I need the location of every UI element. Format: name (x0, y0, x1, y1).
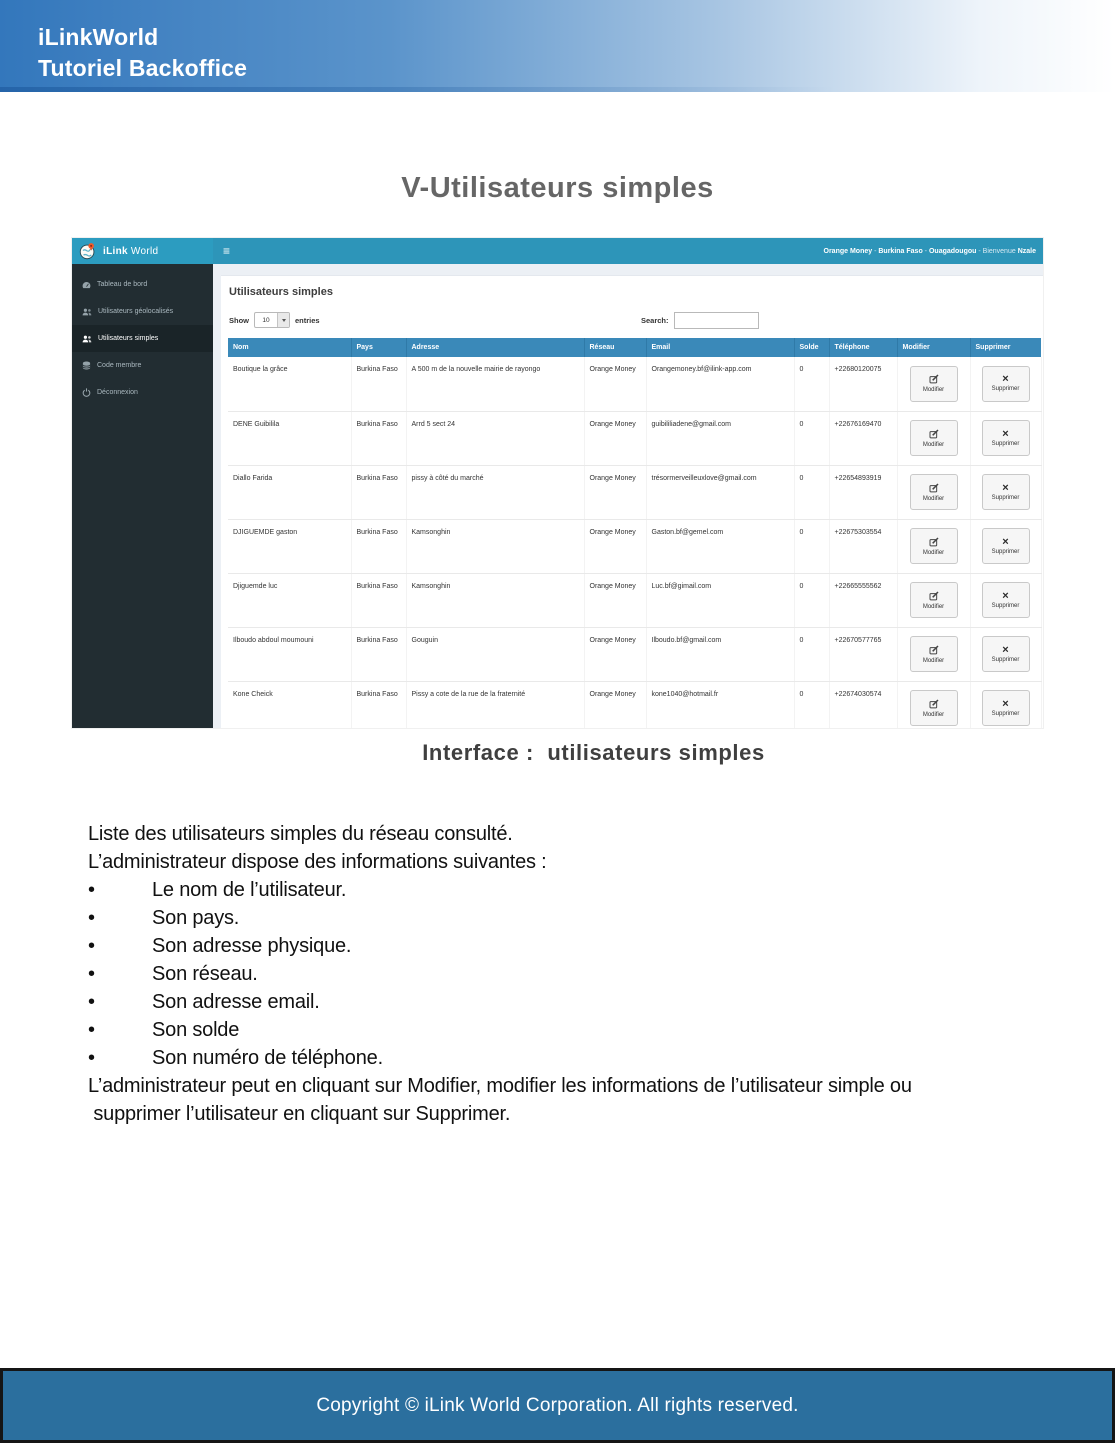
edit-icon (929, 699, 939, 709)
delete-button[interactable] (982, 690, 1030, 726)
edit-icon (929, 537, 939, 547)
content-card (221, 275, 1043, 728)
cell-solde: 0 (794, 627, 829, 681)
sidebar (72, 264, 213, 728)
bullet-icon: • (88, 935, 95, 957)
table-controls (228, 312, 1042, 332)
cell-modifier (897, 411, 970, 465)
outro-line: L’administrateur peut en cliquant sur Modifier, modifier les informations de l’utilisateur simple ou (88, 1075, 912, 1097)
content-heading: Utilisateurs simples (229, 286, 333, 298)
modify-button-label: Modifier (922, 441, 945, 448)
bullet-text: Le nom de l’utilisateur. (152, 879, 347, 901)
x-icon: × (1002, 697, 1009, 710)
cell-email: Orangemoney.bf@ilink-app.com (646, 357, 794, 411)
power-icon (82, 388, 91, 397)
chevron-down-icon (277, 313, 289, 327)
cell-adresse: Kamsonghin (406, 519, 584, 573)
cell-nom: Ilboudo abdoul moumouni (228, 627, 351, 681)
bullet-icon: • (88, 963, 95, 985)
hamburger-icon[interactable]: ≡ (223, 244, 231, 258)
table-row (228, 573, 1041, 627)
cell-email: kone1040@hotmail.fr (646, 681, 794, 728)
cell-reseau: Orange Money (584, 519, 646, 573)
users-icon (82, 308, 92, 316)
sidebar-item-label: Tableau de bord (97, 281, 148, 288)
dashboard-icon (82, 281, 91, 289)
entries-label: entries (295, 315, 320, 325)
cell-solde: 0 (794, 573, 829, 627)
cell-supprimer (970, 627, 1041, 681)
bullet-icon: • (88, 879, 95, 901)
header-adresse[interactable]: Adresse (406, 338, 584, 357)
x-icon: × (1002, 589, 1009, 602)
cell-modifier (897, 681, 970, 728)
cell-pays: Burkina Faso (351, 681, 406, 728)
cell-solde: 0 (794, 411, 829, 465)
cell-nom: Boutique la grâce (228, 357, 351, 411)
delete-button[interactable] (982, 528, 1030, 564)
cell-supprimer (970, 573, 1041, 627)
cell-modifier (897, 465, 970, 519)
modify-button[interactable] (910, 528, 958, 564)
cell-supprimer (970, 519, 1041, 573)
delete-button-label: Supprimer (991, 386, 1020, 393)
search-control (641, 312, 759, 329)
modify-button-label: Modifier (922, 387, 945, 394)
backoffice-screenshot (72, 238, 1043, 728)
cell-nom: DENE Guibilila (228, 411, 351, 465)
banner-subtitle: Tutoriel Backoffice (38, 55, 248, 81)
bullet-item (88, 988, 1083, 1016)
sidebar-item-dashboard[interactable] (72, 271, 213, 298)
header-modifier[interactable]: Modifier (897, 338, 970, 357)
header-telephone[interactable]: Téléphone (829, 338, 897, 357)
cell-adresse: Pissy a cote de la rue de la fraternité (406, 681, 584, 728)
delete-button[interactable] (982, 366, 1030, 402)
modify-button[interactable] (910, 420, 958, 456)
status-city: Ouagadougou (928, 247, 977, 255)
banner-title: iLinkWorld (38, 24, 159, 50)
modify-button[interactable] (910, 366, 958, 402)
edit-icon (929, 645, 939, 655)
delete-button[interactable] (982, 582, 1030, 618)
cell-nom: DJIGUEMDE gaston (228, 519, 351, 573)
modify-button-label: Modifier (922, 495, 945, 502)
table-row (228, 627, 1041, 681)
cell-telephone: +22665555562 (829, 573, 897, 627)
cell-telephone: +22675303554 (829, 519, 897, 573)
cell-pays: Burkina Faso (351, 627, 406, 681)
table-row (228, 519, 1041, 573)
sidebar-item-geo-users[interactable] (72, 298, 213, 325)
cell-telephone: +22676169470 (829, 411, 897, 465)
cell-modifier (897, 573, 970, 627)
search-label: Search: (641, 316, 669, 325)
header-reseau[interactable]: Réseau (584, 338, 646, 357)
show-label: Show (229, 315, 249, 325)
separator: - (922, 247, 929, 255)
sidebar-item-logout[interactable] (72, 379, 213, 406)
header-solde[interactable]: Solde (794, 338, 829, 357)
brand-name (103, 246, 158, 257)
delete-button[interactable] (982, 420, 1030, 456)
cell-supprimer (970, 465, 1041, 519)
cell-reseau: Orange Money (584, 573, 646, 627)
copyright-text: Copyright © iLink World Corporation. All rights reserved. (316, 1394, 799, 1416)
table-row (228, 681, 1041, 728)
cell-supprimer (970, 681, 1041, 728)
bullet-item (88, 960, 1083, 988)
cell-nom: Djiguemde luc (228, 573, 351, 627)
bullet-icon: • (88, 991, 95, 1013)
brand[interactable] (72, 238, 213, 264)
table-row (228, 357, 1041, 411)
cell-reseau: Orange Money (584, 681, 646, 728)
cell-email: guibililiadene@gmail.com (646, 411, 794, 465)
cell-modifier (897, 627, 970, 681)
cell-adresse: A 500 m de la nouvelle mairie de rayongo (406, 357, 584, 411)
cell-telephone: +22680120075 (829, 357, 897, 411)
x-icon: × (1002, 481, 1009, 494)
cell-solde: 0 (794, 465, 829, 519)
cell-modifier (897, 357, 970, 411)
users-table (228, 338, 1042, 728)
status-greeting: Bienvenue (982, 247, 1016, 255)
cell-pays: Burkina Faso (351, 519, 406, 573)
status-username: Nzale (1017, 247, 1036, 255)
delete-button-label: Supprimer (991, 656, 1020, 663)
header-nom[interactable]: Nom (228, 338, 351, 357)
bullet-text: Son adresse physique. (152, 935, 352, 957)
delete-button-label: Supprimer (991, 440, 1020, 447)
table-row (228, 465, 1041, 519)
header-pays[interactable]: Pays (351, 338, 406, 357)
page-title: V-Utilisateurs simples (401, 172, 714, 204)
bullet-item (88, 932, 1083, 960)
brand-name-bold: iLink (103, 245, 128, 257)
show-entries-control (229, 312, 320, 328)
bullet-item (88, 1044, 1083, 1072)
cell-supprimer (970, 411, 1041, 465)
modify-button[interactable] (910, 690, 958, 726)
modify-button-label: Modifier (922, 603, 945, 610)
cell-telephone: +22674030574 (829, 681, 897, 728)
edit-icon (929, 483, 939, 493)
x-icon: × (1002, 643, 1009, 656)
outro-line: supprimer l’utilisateur en cliquant sur Supprimer. (88, 1103, 511, 1125)
cell-solde: 0 (794, 357, 829, 411)
bullet-text: Son solde (152, 1019, 240, 1041)
bullet-icon: • (88, 1047, 95, 1069)
x-icon: × (1002, 535, 1009, 548)
cell-email: Gaston.bf@gemel.com (646, 519, 794, 573)
modify-button[interactable] (910, 582, 958, 618)
cell-nom: Kone Cheick (228, 681, 351, 728)
edit-icon (929, 429, 939, 439)
table-row (228, 411, 1041, 465)
cell-supprimer (970, 357, 1041, 411)
cell-pays: Burkina Faso (351, 465, 406, 519)
modify-button-label: Modifier (922, 657, 945, 664)
modify-button[interactable] (910, 474, 958, 510)
delete-button-label: Supprimer (991, 548, 1020, 555)
app-navbar (72, 238, 1043, 264)
cell-modifier (897, 519, 970, 573)
cell-solde: 0 (794, 681, 829, 728)
cell-telephone: +22670577765 (829, 627, 897, 681)
entries-select-value: 10 (262, 316, 270, 324)
banner-text (38, 22, 247, 84)
status-country: Burkina Faso (878, 247, 923, 255)
sidebar-item-label: Utilisateurs géolocalisés (98, 308, 174, 315)
entries-select[interactable] (254, 312, 290, 328)
cell-pays: Burkina Faso (351, 573, 406, 627)
cell-email: Ilboudo.bf@gmail.com (646, 627, 794, 681)
navbar-status (824, 248, 1036, 255)
intro-line: L’administrateur dispose des informations suivantes : (88, 851, 547, 873)
sidebar-item-simple-users[interactable] (72, 325, 213, 352)
modify-button-label: Modifier (922, 711, 945, 718)
cell-solde: 0 (794, 519, 829, 573)
delete-button[interactable] (982, 474, 1030, 510)
delete-button-label: Supprimer (991, 710, 1020, 717)
bullet-item (88, 876, 1083, 904)
cell-nom: Diallo Farida (228, 465, 351, 519)
bullet-icon: • (88, 1019, 95, 1041)
bullet-text: Son réseau. (152, 963, 258, 985)
cell-adresse: Kamsonghin (406, 573, 584, 627)
separator: - (872, 247, 879, 255)
sidebar-item-label: Code membre (97, 362, 142, 369)
table-header-row (228, 338, 1041, 357)
cell-adresse: Arrd 5 sect 24 (406, 411, 584, 465)
body-text (88, 820, 1083, 1128)
separator: - (976, 247, 983, 255)
delete-button[interactable] (982, 636, 1030, 672)
banner (0, 0, 1115, 92)
cell-email: Luc.bf@gimail.com (646, 573, 794, 627)
screenshot-caption: Interface : utilisateurs simples (422, 740, 765, 765)
bullet-item (88, 1016, 1083, 1044)
bullet-icon: • (88, 907, 95, 929)
header-supprimer[interactable]: Supprimer (970, 338, 1041, 357)
modify-button[interactable] (910, 636, 958, 672)
sidebar-item-label: Utilisateurs simples (98, 335, 159, 342)
cell-adresse: Gouguin (406, 627, 584, 681)
cell-pays: Burkina Faso (351, 357, 406, 411)
modify-button-label: Modifier (922, 549, 945, 556)
intro-line: Liste des utilisateurs simples du réseau consulté. (88, 823, 513, 845)
x-icon: × (1002, 373, 1009, 386)
delete-button-label: Supprimer (991, 602, 1020, 609)
cell-telephone: +22654893919 (829, 465, 897, 519)
sidebar-item-member-code[interactable] (72, 352, 213, 379)
bullet-text: Son pays. (152, 907, 240, 929)
delete-button-label: Supprimer (991, 494, 1020, 501)
page-footer (0, 1368, 1115, 1443)
cell-adresse: pissy à côté du marché (406, 465, 584, 519)
cell-email: trésormerveilleuxlove@gmail.com (646, 465, 794, 519)
edit-icon (929, 591, 939, 601)
cell-reseau: Orange Money (584, 411, 646, 465)
search-input[interactable] (674, 312, 759, 329)
database-icon (82, 361, 91, 370)
status-network: Orange Money (823, 247, 873, 255)
x-icon: × (1002, 427, 1009, 440)
sidebar-item-label: Déconnexion (97, 389, 138, 396)
cell-reseau: Orange Money (584, 357, 646, 411)
main-content (213, 264, 1043, 728)
edit-icon (929, 374, 939, 384)
cell-reseau: Orange Money (584, 627, 646, 681)
app-body (72, 264, 1043, 728)
navbar-main (213, 238, 1043, 264)
bullet-item (88, 904, 1083, 932)
cell-reseau: Orange Money (584, 465, 646, 519)
cell-pays: Burkina Faso (351, 411, 406, 465)
globe-pin-logo-icon (79, 242, 97, 260)
bullet-text: Son numéro de téléphone. (152, 1047, 383, 1069)
users-icon (82, 335, 92, 343)
header-email[interactable]: Email (646, 338, 794, 357)
brand-name-regular: World (127, 245, 159, 257)
bullet-text: Son adresse email. (152, 991, 320, 1013)
